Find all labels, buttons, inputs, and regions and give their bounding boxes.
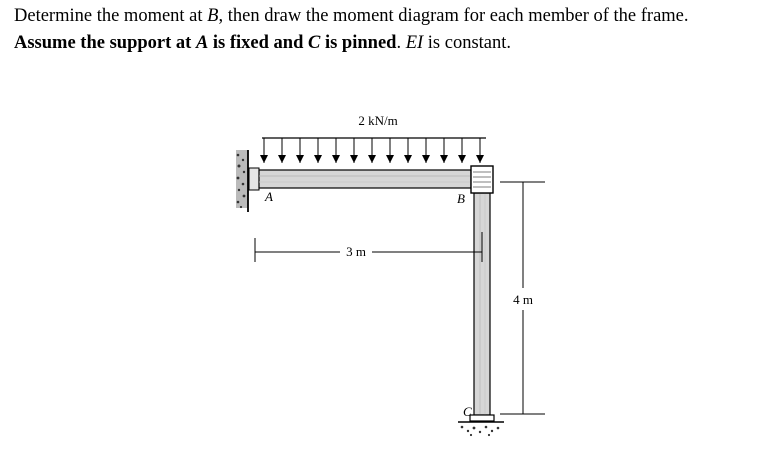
label-a: A (265, 189, 273, 204)
distributed-load (262, 138, 486, 163)
text: Determine the moment at (14, 6, 208, 26)
text-bold: is fixed and (208, 33, 308, 53)
var-ei: EI (405, 33, 424, 53)
var-a: A (195, 33, 209, 53)
var-b: B (207, 6, 219, 26)
text: is constant. (423, 33, 512, 53)
joint-b (471, 166, 493, 193)
text: . (396, 33, 406, 53)
load-label: 2 kN/m (358, 113, 398, 128)
text-bold: is pinned (320, 33, 397, 53)
column-bc (474, 193, 490, 415)
label-c: C (463, 404, 472, 419)
label-b: B (457, 191, 465, 206)
fixed-support-a (236, 150, 259, 212)
dimension-horizontal (255, 232, 482, 262)
beam-ab (259, 170, 471, 188)
dim-vertical-label: 4 m (513, 292, 533, 307)
text-bold: Assume the support at (14, 33, 196, 53)
text: , then draw the moment diagram for each member of the frame. (218, 6, 689, 26)
var-c: C (308, 33, 321, 53)
dim-horizontal-label: 3 m (346, 244, 366, 259)
